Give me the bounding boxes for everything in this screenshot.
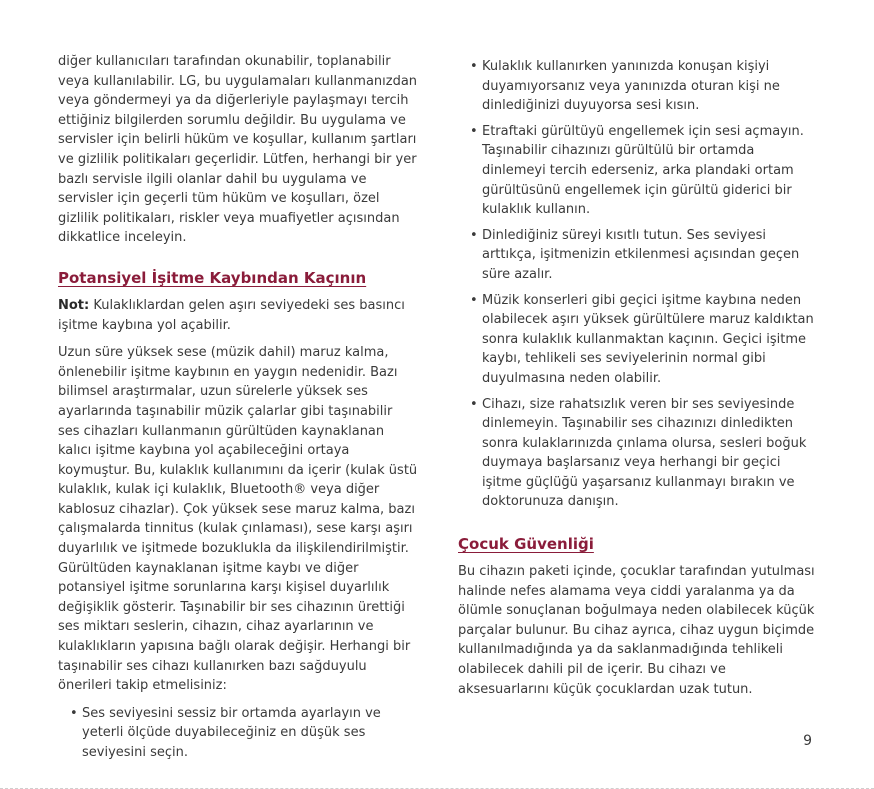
right-column (458, 57, 818, 699)
list-item: • Cihazı, size rahatsızlık veren bir ses seviyesinde dinlemeyin. Taşınabilir ses cihazınızı dinledikten sonra kulaklarınızda çınlama olursa, sesleri boğuk duymaya başlarsanız veya herhangi bir geçici işitme güçlüğü yaşarsanız kullanmayı bırakın ve doktorunuza danışın. (458, 395, 818, 513)
note-label: Not: (58, 297, 90, 313)
list-item: • Etraftaki gürültüyü engellemek için sesi açmayın. Taşınabilir cihazınızı gürültülü bir ortamda dinlemeyi tercih ederseniz, arka plandaki ortam gürültüsünü engellemek için gürültü giderici bir kulaklık kullanın. (458, 122, 818, 220)
page-bottom-border (0, 782, 874, 789)
hearing-body-paragraph: Uzun süre yüksek sese (müzik dahil) maruz kalma, önlenebilir işitme kaybının en yaygın nedenidir. Bazı bilimsel araştırmalar, uzun sürelerle yüksek ses ayarlarında taşınabilir müzik çalarlar gibi taşınabilir ses cihazları kullanmanın gürültüden kaynaklanan kalıcı işitme kaybına yol açabileceğini ortaya koymuştur. Bu, kulaklık kullanımını da içerir (kulak üstü kulaklık, kulak içi kulaklık, Bluetooth® veya diğer kablosuz cihazlar). Çok yüksek sese maruz kalma, bazı çalışmalarda tinnitus (kulak çınlaması), sese karşı aşırı duyarlılık ve işitmede bozuklukla da ilişkilendirilmiştir. Gürültüden kaynaklanan işitme kaybı ve diğer potansiyel işitme sorunlarına karşı kişisel duyarlılık değişiklik gösterir. Taşınabilir bir ses cihazının ürettiği ses miktarı seslerin, cihazın, cihaz ayarlarının ve kulaklıkların yapısına bağlı olarak değişir. Herhangi bir taşınabilir ses cihazı kullanırken bazı sağduyulu önerileri takip etmelisiniz: (58, 345, 418, 694)
list-item: • Kulaklık kullanırken yanınızda konuşan kişiyi duyamıyorsanız veya yanınızda oturan kişi ne dinlediğinizi duyuyorsa sesi kısın. (458, 57, 818, 116)
intro-paragraph: diğer kullanıcıları tarafından okunabilir, toplanabilir veya kullanılabilir. LG, bu uygulamaları kullanmanızdan veya göndermeyi ya da diğerleriyle paylaşmayı tercih ettiğiniz bilgilerden sorumlu değildir. Bu uygulama ve servisler için belirli hüküm ve koşullar, kullanım şartları ve gizlilik politikaları geçerlidir. Lütfen, herhangi bir yer bazlı servisle ilgili olanlar dahil bu uygulama ve servisler için geçerli tüm hüküm ve koşulları, özel gizlilik politikaları, riskler veya muafiyetler açısından dikkatlice inceleyin. (58, 54, 418, 246)
hearing-loss-heading: Potansiyel İşitme Kaybından Kaçının (58, 268, 367, 287)
child-safety-paragraph: Bu cihazın paketi içinde, çocuklar tarafından yutulması halinde nefes alamama veya ciddi yaralanma ya da ölümle sonuçlanan boğulmaya neden olabilecek küçük parçalar bulunur. Bu cihaz ayrıca, cihaz uygun biçimde kullanılmadığında ya da saklanmadığında tehlikeli olabilecek dahili pil de içerir. Bu cihazı ve aksesuarlarını küçük çocuklardan uzak tutun. (458, 564, 815, 697)
left-bullet-list (58, 704, 418, 763)
right-bullet-list (458, 57, 818, 512)
list-item: • Ses seviyesini sessiz bir ortamda ayarlayın ve yeterli ölçüde duyabileceğiniz en düşük ses seviyesini seçin. (58, 704, 418, 763)
note-text: Kulaklıklardan gelen aşırı seviyedeki ses basıncı işitme kaybına yol açabilir. (58, 297, 405, 333)
child-safety-heading: Çocuk Güvenliği (458, 535, 594, 554)
left-column (58, 52, 418, 769)
note-paragraph (58, 296, 418, 335)
list-item: • Dinlediğiniz süreyi kısıtlı tutun. Ses seviyesi arttıkça, işitmenizin etkilenmesi açısından geçen süre azalır. (458, 226, 818, 285)
page-number: 9 (803, 733, 812, 749)
list-item: • Müzik konserleri gibi geçici işitme kaybına neden olabilecek aşırı yüksek gürültülere maruz kaldıktan sonra kulaklık kullanmaktan kaçının. Geçici işitme kaybı, tehlikeli ses seviyelerinin normal gibi duyulmasına neden olabilir. (458, 291, 818, 389)
